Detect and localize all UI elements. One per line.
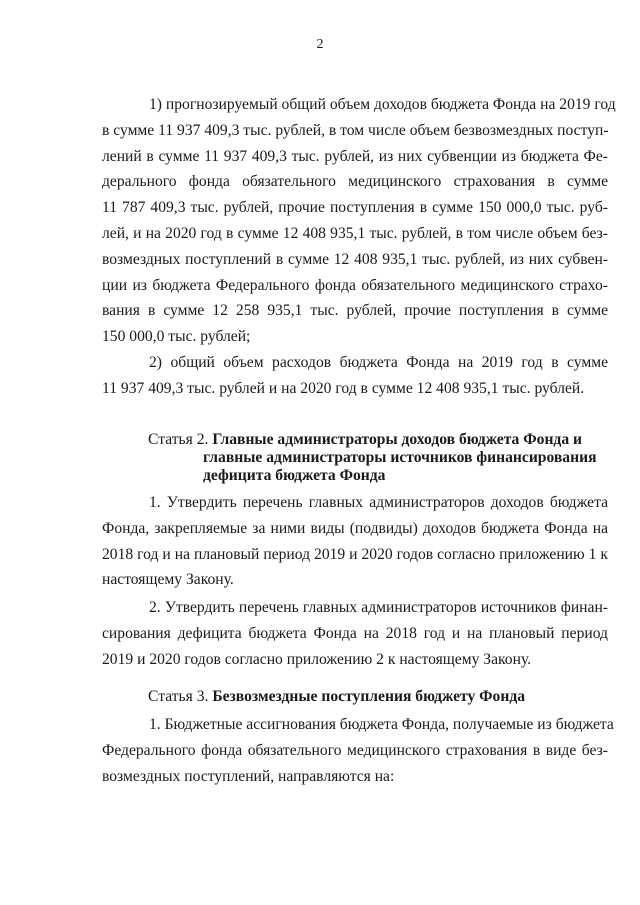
text-line: 2) общий объем расходов бюджета Фонда на 2019 год в сумме: [149, 354, 608, 371]
paragraph-item-1: [102, 92, 616, 350]
text-line: 1. Бюджетные ассигнования бюджета Фонда, получаемые из бюджета: [149, 716, 614, 733]
text-line: 2018 год и на плановый период 2019 и 2020 годов согласно приложению 1 к: [102, 545, 608, 563]
text-line: возмездных поступлений, направляются на:: [102, 767, 395, 785]
article-2-title-line: дефицита бюджета Фонда: [203, 467, 386, 484]
text-line: 150 000,0 тыс. рублей;: [102, 328, 251, 346]
article-2-title-line: главные администраторы источников финансирования: [203, 449, 597, 466]
text-line: лей, и на 2020 год в сумме 12 408 935,1 тыс. рублей, в том числе объем без-: [102, 224, 608, 242]
article-2-paragraph-1: [102, 490, 608, 593]
text-line: настоящему Закону.: [102, 571, 234, 589]
text-line: лений в сумме 11 937 409,3 тыс. рублей, из них субвенции из бюджета Фе-: [102, 147, 608, 165]
article-2-paragraph-2: [102, 595, 608, 672]
text-line: 2. Утвердить перечень главных администраторов источников финан-: [149, 599, 608, 616]
article-3-heading: [148, 688, 525, 706]
article-2-label: Статья 2.: [148, 431, 213, 448]
text-line: дерального фонда обязательного медицинского страхования в сумме: [102, 173, 608, 191]
text-line: возмездных поступлений в сумме 12 408 935,1 тыс. рублей, из них субвен-: [102, 250, 608, 268]
article-3-label: Статья 3.: [148, 688, 213, 705]
page-number: 2: [316, 37, 324, 52]
text-line: 1. Утвердить перечень главных администраторов доходов бюджета: [149, 494, 608, 511]
text-line: вания в сумме 12 258 935,1 тыс. рублей, прочие поступления в сумме: [102, 302, 608, 320]
text-line: Федерального фонда обязательного медицинского страхования в виде без-: [102, 741, 608, 759]
article-2-title-line: Главные администраторы доходов бюджета Фонда и: [212, 431, 582, 448]
text-line: сирования дефицита бюджета Фонда на 2018 год и на плановый период: [102, 624, 608, 642]
text-line: 2019 и 2020 годов согласно приложению 2 к настоящему Закону.: [102, 650, 532, 668]
text-line: в сумме 11 937 409,3 тыс. рублей, в том числе объем безвозмездных поступ-: [102, 121, 609, 139]
text-line: 1) прогнозируемый общий объем доходов бюджета Фонда на 2019 год: [149, 96, 616, 113]
text-line: 11 937 409,3 тыс. рублей и на 2020 год в сумме 12 408 935,1 тыс. рублей.: [102, 379, 585, 397]
text-line: 11 787 409,3 тыс. рублей, прочие поступления в сумме 150 000,0 тыс. руб-: [102, 199, 608, 217]
article-3-paragraph-1: [102, 712, 614, 789]
article-2-heading: [148, 431, 582, 449]
text-line: Фонда, закрепляемые за ними виды (подвиды) доходов бюджета Фонда на: [102, 519, 608, 537]
article-3-title: Безвозмездные поступления бюджету Фонда: [212, 688, 526, 705]
text-line: ции из бюджета Федерального фонда обязательного медицинского страхо-: [102, 276, 608, 294]
paragraph-item-2: [102, 350, 608, 402]
